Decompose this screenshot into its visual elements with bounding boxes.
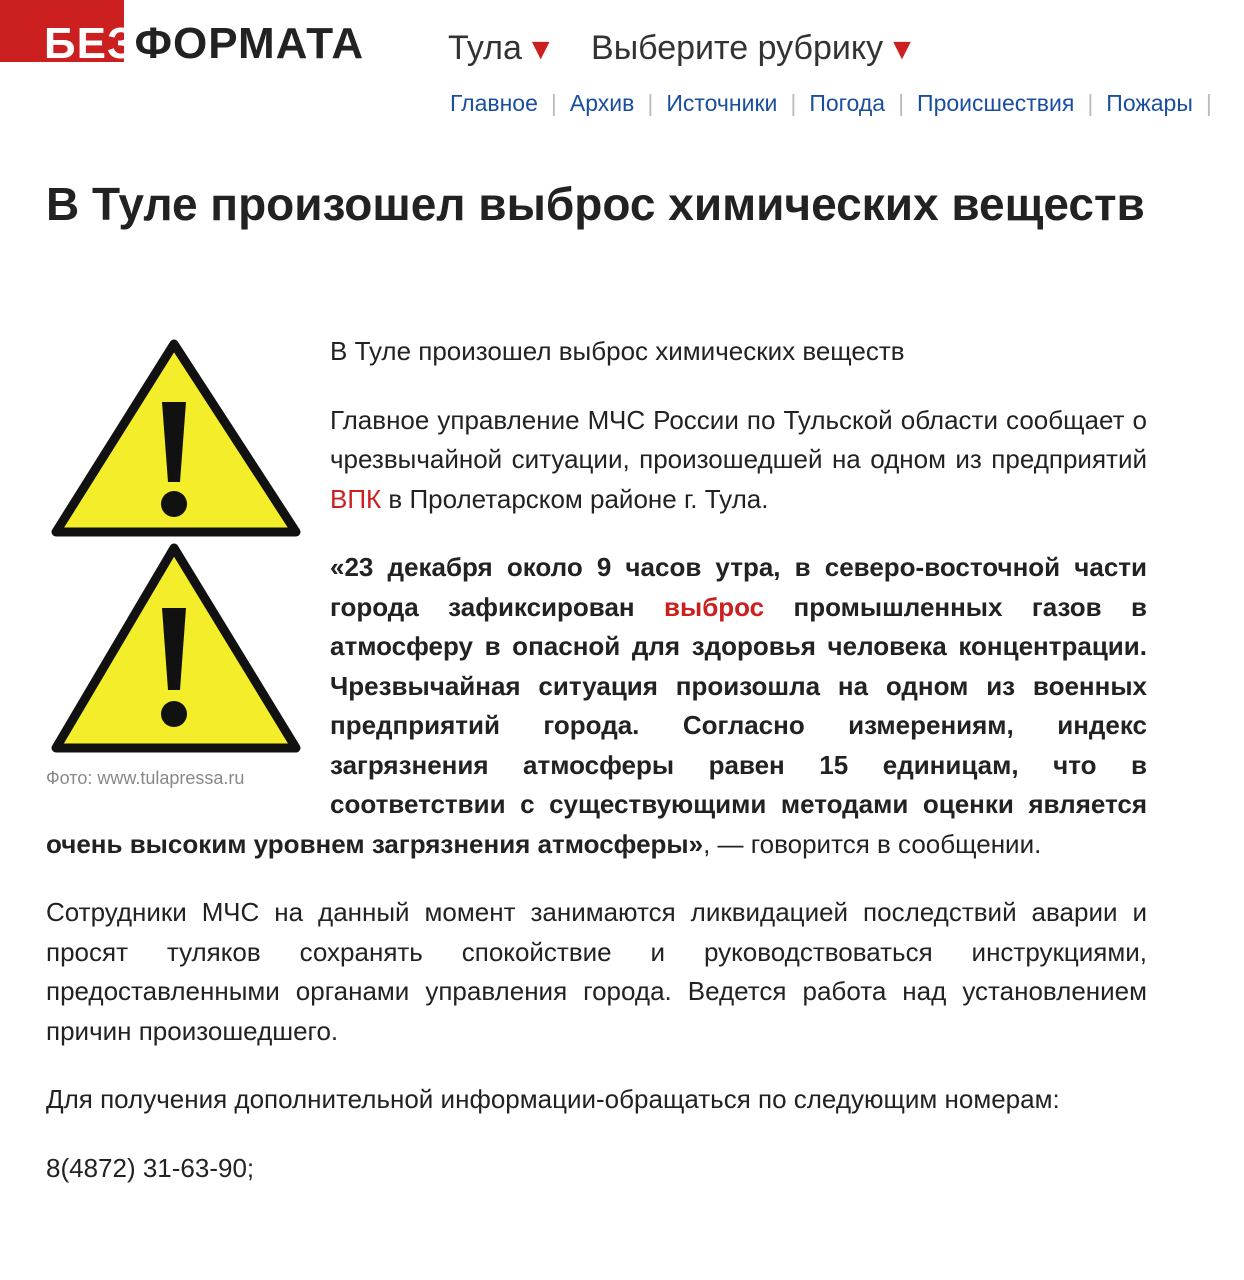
warning-triangle-top xyxy=(56,344,296,532)
nav-separator: | xyxy=(550,90,557,116)
nav-item-archive[interactable]: Архив xyxy=(569,90,635,116)
city-selector-label: Тула xyxy=(448,29,522,67)
nav-item-sources[interactable]: Источники xyxy=(666,90,778,116)
nav-item-fires[interactable]: Пожары xyxy=(1106,90,1193,116)
logo-part-formata: ФОРМАТА xyxy=(134,19,365,68)
site-logo[interactable] xyxy=(0,0,380,80)
header-selectors xyxy=(448,28,943,70)
article-body xyxy=(46,332,1147,1217)
rubric-selector[interactable] xyxy=(591,28,917,70)
quote-text-before: «23 декабря около 9 часов утра, в северо-восточной части города зафиксирован xyxy=(330,552,1147,622)
rubric-selector-label: Выберите рубрику xyxy=(591,29,884,67)
logo-part-bez: БЕЗ xyxy=(44,19,135,68)
nav-separator: | xyxy=(898,90,905,116)
nav-separator: | xyxy=(1087,90,1094,116)
quote-tail: , — говорится в сообщении. xyxy=(703,828,1042,859)
p1-text-before: Главное управление МЧС России по Тульской области сообщает о чрезвычайной ситуации, произошедшей на одном из предприятий xyxy=(330,404,1147,474)
nav-separator: | xyxy=(1205,90,1212,116)
vybros-link[interactable]: выброс xyxy=(664,591,765,622)
caret-down-icon: ▼ xyxy=(887,33,917,66)
nav-separator: | xyxy=(647,90,654,116)
photo-caption xyxy=(46,764,314,792)
warning-triangle-bottom xyxy=(56,548,296,748)
caret-down-icon: ▼ xyxy=(525,33,556,66)
p1-text-after: в Пролетарском районе г. Тула. xyxy=(381,483,769,514)
nav-item-main[interactable]: Главное xyxy=(450,90,538,116)
nav-item-weather[interactable]: Погода xyxy=(809,90,886,116)
article-photo[interactable] xyxy=(46,336,314,792)
article-title: В Туле произошел выброс химических веществ xyxy=(46,178,1145,230)
city-selector[interactable] xyxy=(448,28,556,70)
quote-text-after: промышленных газов в атмосферу в опасной для здоровья человека концентрации. Чрезвычайная ситуация произошла на одном из военных предприятий города. Согласно измерениям, индекс загрязнения атмосферы равен 15 единицам, что в соответствии с существующими методами оценки является очень высоким уровнем загрязнения атмосферы» xyxy=(46,591,1147,859)
article-paragraph-3: Сотрудники МЧС на данный момент занимаются ликвидацией последствий аварии и просят туляков сохранять спокойствие и руководствоваться инструкциями, предоставленными органами управления города. Ведется работа над установлением причин произошедшего. xyxy=(46,897,1147,1046)
article-paragraph-4: Для получения дополнительной информации-обращаться по следующим номерам: xyxy=(46,1084,1060,1114)
top-nav xyxy=(450,88,1225,118)
photo-caption-label: Фото: xyxy=(46,768,93,788)
photo-source-link[interactable]: www.tulapressa.ru xyxy=(97,768,245,788)
vpk-link[interactable]: ВПК xyxy=(330,483,382,514)
nav-item-incidents[interactable]: Происшествия xyxy=(917,90,1075,116)
warning-triangle-icon xyxy=(46,336,306,756)
contact-phone: 8(4872) 31-63-90; xyxy=(46,1152,255,1183)
nav-separator: | xyxy=(790,90,797,116)
article-lead: В Туле произошел выброс химических веществ xyxy=(330,336,905,366)
logo-text xyxy=(44,20,364,68)
